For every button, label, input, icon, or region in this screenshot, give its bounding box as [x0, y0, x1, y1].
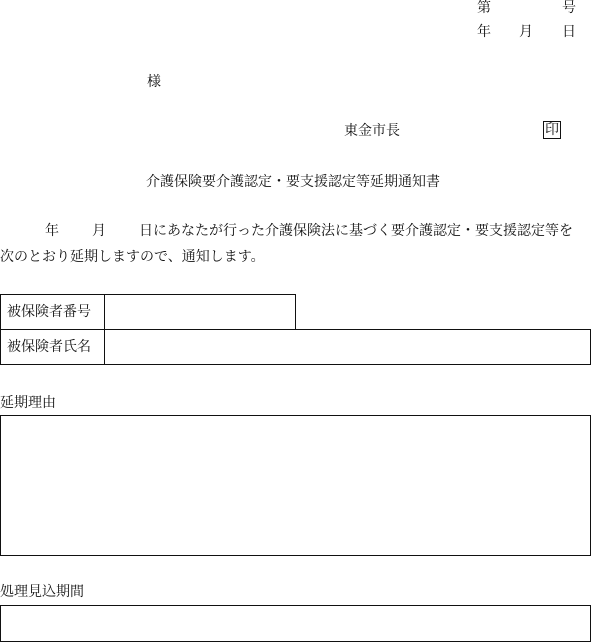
insured-name-label: 被保険者氏名 [7, 339, 91, 355]
reason-box[interactable] [0, 415, 591, 556]
body-line2-text: 次のとおり延期しますので、通知します。 [0, 249, 265, 265]
processing-period-box[interactable] [0, 605, 591, 642]
insured-number-label: 被保険者番号 [7, 304, 91, 320]
processing-period-label: 処理見込期間 [0, 584, 84, 600]
reason-label: 延期理由 [0, 395, 56, 411]
number-prefix: 第 [477, 0, 491, 16]
document-title: 介護保険要介護認定・要支援認定等延期通知書 [146, 174, 440, 190]
body-line1-text: 日にあなたが行った介護保険法に基づく要介護認定・要支援認定等を [139, 223, 573, 239]
number-suffix: 号 [562, 0, 576, 16]
date-year-label: 年 [477, 24, 491, 40]
issuer-name: 東金市長 [344, 123, 400, 139]
body-month-label: 月 [92, 223, 106, 239]
body-year-label: 年 [45, 223, 59, 239]
official-seal-mark: 印 [545, 122, 559, 138]
addressee-honorific: 様 [147, 74, 161, 90]
date-month-label: 月 [519, 24, 533, 40]
date-day-label: 日 [562, 24, 576, 40]
table-column-divider [104, 294, 105, 365]
